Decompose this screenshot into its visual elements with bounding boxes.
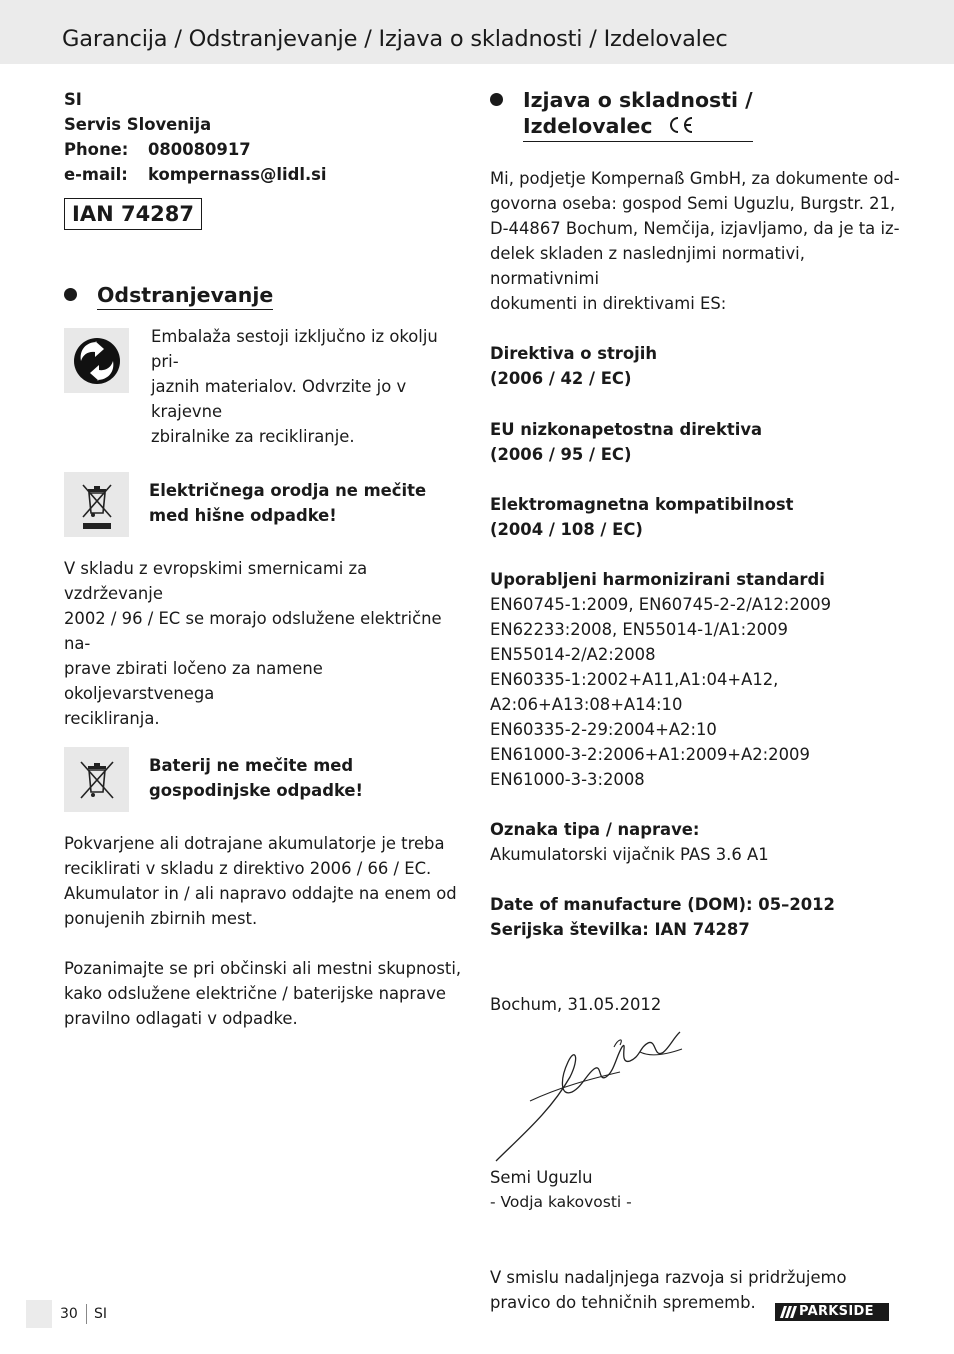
declaration-heading (490, 87, 910, 142)
signer-role: - Vodja kakovosti - (490, 1193, 632, 1211)
declaration-intro: Mi, podjetje Kompernaß GmbH, za dokumente od- govorna oseba: gospod Semi Uguzlu, Burgstr. 21, D-44867 Bochum, Nemčija, izjavljamo, da je ta iz- delek skladen z naslednjimi normativi, normativnimi dokumenti in direktivami ES: (490, 169, 900, 313)
tool-disposal-text: V skladu z evropskimi smernicami za vzdrževanje 2002 / 96 / EC se morajo odslužene električne na- prave zbirati ločeno za namene okoljevarstvenega recikliranja. (64, 559, 442, 728)
page-language: SI (94, 1306, 108, 1322)
page-number: 30 (60, 1306, 78, 1322)
email-value: kompernass@lidl.si (148, 165, 327, 184)
dom-text: Date of manufacture (DOM): 05–2012 (490, 895, 835, 914)
tool-warning-row (64, 472, 466, 537)
battery-disposal-text: Pokvarjene ali dotrajane akumulatorje je treba reciklirati v skladu z direktivo 2006 / 66 / EC. Akumulator in / ali napravo oddajte na enem od ponujenih zbirnih mest. (64, 834, 457, 928)
ian-box: IAN 74287 (64, 198, 202, 230)
green-dot-recycling-icon (64, 328, 129, 393)
directive-machinery: Direktiva o strojih (2006 / 42 / EC) (490, 344, 658, 388)
type-value: Akumulatorski vijačnik PAS 3.6 A1 (490, 845, 769, 864)
packaging-row (64, 328, 466, 449)
email-label: e-mail: (64, 165, 128, 184)
bullet-icon (490, 93, 503, 106)
development-note: V smislu nadaljnjega razvoja si pridržujemo pravico do tehničnih sprememb. (490, 1268, 847, 1312)
serial-text: Serijska številka: IAN 74287 (490, 920, 750, 939)
brand-name: PARKSIDE (799, 1304, 874, 1319)
place-date: Bochum, 31.05.2012 (490, 995, 662, 1014)
parkside-logo (775, 1303, 889, 1321)
type-block (490, 817, 910, 867)
service-name: Servis Slovenija (64, 115, 212, 134)
standards-title: Uporabljeni harmonizirani standardi (490, 570, 825, 589)
phone-row (64, 137, 466, 162)
local-authority-text: Pozanimajte se pri občinski ali mestni skupnosti, kako odslužene električne / baterijske naprave pravilno odlagati v odpadke. (64, 959, 462, 1028)
directive-low-voltage: EU nizkonapetostna direktiva (2006 / 95 / EC) (490, 420, 763, 464)
disposal-title: Odstranjevanje (97, 282, 273, 310)
email-row (64, 162, 466, 187)
battery-warning-row (64, 747, 466, 812)
phone-value: 080080917 (148, 140, 251, 159)
footer-divider (86, 1304, 87, 1324)
tool-warning-text: Električnega orodja ne mečite med hišne odpadke! (149, 481, 427, 525)
declaration-title: Izjava o skladnosti / Izdelovalec (523, 87, 753, 142)
packaging-text: Embalaža sestoji izključno iz okolju pri- jaznih materialov. Odvrzite jo v krajevne zbiralnike za recikliranje. (151, 327, 438, 446)
left-column (64, 87, 466, 1031)
logo-stripes-icon (775, 1303, 799, 1321)
page-footer (0, 1300, 954, 1330)
ce-mark-icon (666, 114, 694, 140)
crossed-bin-icon (64, 472, 129, 537)
battery-warning-text: Baterij ne mečite med gospodinjske odpadke! (149, 756, 363, 800)
crossed-bin-battery-icon (64, 747, 129, 812)
right-column (490, 87, 910, 1315)
disposal-heading (64, 282, 466, 310)
service-country: SI (64, 90, 82, 109)
page-marker (26, 1300, 52, 1328)
dom-block (490, 892, 910, 942)
type-label: Oznaka tipa / naprave: (490, 820, 700, 839)
signer-name: Semi Uguzlu (490, 1168, 593, 1187)
signature (490, 1017, 910, 1167)
page-header (0, 0, 954, 64)
bullet-icon (64, 288, 77, 301)
page-title: Garancija / Odstranjevanje / Izjava o skladnosti / Izdelovalec (62, 26, 728, 52)
standards-block: Uporabljeni harmonizirani standardi EN60745-1:2009, EN60745-2-2/A12:2009 EN62233:2008, EN55014-1/A1:2009 EN55014-2/A2:2008 EN60335-1:2002+A11,A1:04+A12, A2:06+A13:08+A14:10 EN60335-2-29:2004+A2:10 EN61000-3-2:2006+A1:2009+A2:2009 EN61000-3-3:2008 (490, 567, 910, 792)
directive-emc: Elektromagnetna kompatibilnost (2004 / 108 / EC) (490, 495, 794, 539)
phone-label: Phone: (64, 140, 129, 159)
